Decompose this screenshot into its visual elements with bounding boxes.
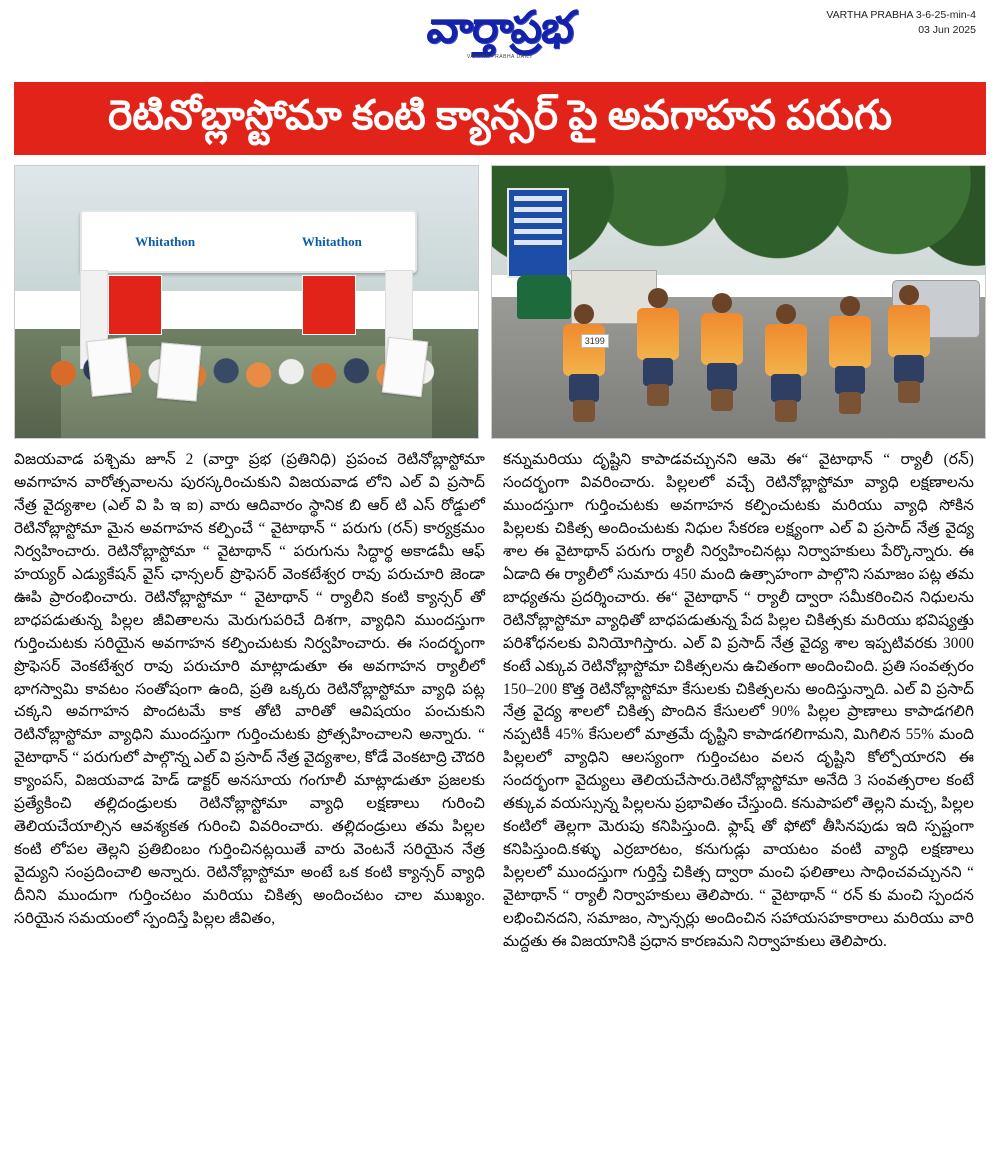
race-bib: 3199 — [581, 334, 609, 348]
masthead — [14, 0, 986, 76]
runner — [827, 296, 873, 414]
start-arch — [80, 210, 417, 274]
whitathon-flag — [86, 337, 132, 397]
masthead-logo: వార్తాప్రభ — [425, 3, 575, 52]
article-text-2: కన్నుమరియు దృష్టిని కాపాడవచ్చునని ఆమె ఈ“ వైటాథాన్ “ ర్యాలీ (రన్) సందర్భంగా వివరించారు. పిల్లలలో వచ్చే రెటినోబ్లాస్టోమా వ్యాధి లక్షణాలను ముందస్తుగా గుర్తించుటకు అవగాహన కల్పించుటకు మరియు వ్యాధి సోకిన పిల్లలకు చికిత్స అందించుటకు నిధుల సేకరణ లక్ష్యంగా ఎల్ వి ప్రసాద్ నేత్ర వైద్య శాల ఈ వైటాథాన్ పరుగు ర్యాలీ నిర్వహించినట్లు నిర్వాహకులు పేర్కొన్నారు. ఈ ఏడాది ఈ ర్యాలీలో సుమారు 450 మంది ఉత్సాహంగా పాల్గొని సమాజం పట్ల తమ బాధ్యతను ప్రదర్శించారు. ఈ“ వైటాథాన్ “ ర్యాలీ ద్వారా సమీకరించిన నిధులను రెటినోబ్లాస్టోమా వ్యాధితో బాధపడుతున్న పేద పిల్లల చికిత్సకు మరియు భవిష్యత్తు పరిశోధనలకు వినియోగిస్తారు. ఎల్ వి ప్రసాద్ నేత్ర వైద్య శాల ఇప్పటివరకు 3000 కంటే ఎక్కువ రెటినోబ్లాస్టోమా చికిత్సలను ఉచితంగా అందించింది. ప్రతి సంవత్సరం 150–200 కొత్త రెటినోబ్లాస్టోమా కేసులకు చికిత్సలను అందిస్తున్నాది. ఎల్ వి ప్రసాద్ నేత్ర వైద్య శాలలో చికిత్స పొందిన కేసులలో 90% పిల్లల ప్రాణాలు కాపాడగలిగి నప్పటికీ 45% కేసులలో మాత్రమే దృష్టిని కాపాడగలిగామని, మిగిలిన 55% మంది పిల్లలలో వ్యాధిని ఆలస్యంగా గుర్తించటం వలన దృష్టిని కోల్పోయారని ఈ సందర్భంగా వైద్యులు తెలియచేసారు.రెటినోబ్లాస్టోమా అనేది 3 సంవత్సరాల కంటే తక్కువ వయస్సున్న పిల్లలను ప్రభావితం చేస్తుంది. కనుపాపలో తెల్లని మచ్చ, పిల్లల కంటిలో తెల్లగా మెరుపు కనిపిస్తుంది. ఫ్లాష్ తో ఫోటో తీసినపుడు ఇది స్పష్టంగా కనిపిస్తుంది.కళ్ళు ఎర్రబారటం, కనుగుడ్లు వాయటం వంటి వ్యాధి లక్షణాలు పిల్లలలో ముందస్తుగా గుర్తిస్తే చికిత్స ద్వారా మంచి ఫలితాలు సాధించవచ్చునని “ వైటాథాన్ “ ర్యాలీ నిర్వాహకులు తెలిపారు. “ వైటాథాన్ “ రన్ కు మంచి స్పందన లభించినదని, సమాజం, స్పాన్సర్లు అందించిన సహాయసహకారాలు మరియు వారి మద్దతు ఈ విజయానికి ప్రధాన కారణమని నిర్వాహకులు తెలిపారు. — [503, 451, 974, 950]
runner — [886, 285, 932, 403]
runner — [635, 288, 681, 406]
article-text-1: విజయవాడ పశ్చిమ జూన్ 2 (వార్తా ప్రభ (ప్రతినిధి) ప్రపంచ రెటినోబ్లాస్టోమా అవగాహన వారోత్సవాలను పురస్కరించుకుని విజయవాడ లోని ఎల్ వి ప్రసాద్ నేత్ర వైద్యశాల (ఎల్ వి పి ఇ ఐ) వారు ఆదివారం స్థానిక బి ఆర్ టి ఎస్ రోడ్డులో రెటినోబ్లాస్టోమా మైన అవగాహన కల్పించే “ వైటాథాన్ “ పరుగు (రన్) కార్యక్రమం నిర్వహించారు. రెటినోబ్లాస్టోమా “ వైటాథాన్ “ పరుగును సిద్ధార్థ అకాడమీ ఆఫ్ హయ్యర్ ఎడ్యుకేషన్ వైస్ ఛాన్సలర్ ప్రొఫెసర్ వెంకటేశ్వర రావు పరుచూరి జెండా ఊపి ప్రారంభించారు. రెటినోబ్లాస్టోమా “ వైటాథాన్ “ ర్యాలీని కంటి క్యాన్సర్ తో బాధపడుతున్న పిల్లల జీవితాలను మెరుగుపరిచే దిశగా, వ్యాధిని ముందస్తుగా గుర్తించుటకు సరియైన అవగాహన కల్పించుటకు నిర్వహించారు. ఈ సందర్భంగా ప్రొఫెసర్ వెంకటేశ్వర రావు పరుచూరి మాట్లాడుతూ ఈ అవగాహన ర్యాలీలో భాగస్వామి కావటం సంతోషంగా ఉంది, ప్రతి ఒక్కరు రెటినోబ్లాస్టోమా వ్యాధి పట్ల చక్కని అవగాహన పొందటమే కాక తోటి వారితో ఆవిషయం పంచుకుని రెటినోబ్లాస్టోమా వ్యాధిని ముందస్తుగా గుర్తించుటకు ప్రోత్సహించాలని అన్నారు. “ వైటాథాన్ “ పరుగులో పాల్గొన్న ఎల్ వి ప్రసాద్ నేత్ర వైద్యశాల, కోడే వెంకటాద్రి చౌదరి క్యాంపస్, విజయవాడ హెడ్ డాక్టర్ అనసూయ గంగూలీ మాట్లాడుతూ ప్రజలకు ప్రత్యేకించి తల్లిదండ్రులకు రెటినోబ్లాస్టోమా వ్యాధి లక్షణాలు గురించి తెలియచేయాల్సిన ఆవశ్యకత గురించి వివరించారు. తల్లిదండ్రులు తమ పిల్లల కంటి లోపల తెల్లని ప్రతిబింబం గుర్తించినట్లయితే వారు వెంటనే సరియైన నేత్ర వైద్యుని సంప్రదించాలి అన్నారు. రెటినోబ్లాస్టోమా అంటే ఒక కంటి క్యాన్సర్ వ్యాధి దీనిని ముందుగా గుర్తించటం మరియు చికిత్స అందించటం చాల ముఖ్యం. సరియైన సమయంలో స్పందిస్తే పిల్లల జీవితం, — [14, 451, 485, 927]
article-column-1 — [14, 449, 485, 954]
arch-label-right: Whitathon — [301, 233, 362, 249]
page-title: రెటినోబ్లాస్టోమా కంటి క్యాన్సర్ పై అవగాహన పరుగు — [107, 92, 893, 138]
whitathon-flag — [156, 342, 201, 401]
photo-row — [14, 165, 986, 439]
masthead-sublogo: VARTHA PRABHA DAILY — [466, 54, 534, 60]
edition-line: VARTHA PRABHA 3-6-25-min-4 — [826, 9, 976, 21]
runner — [763, 304, 809, 422]
whitathon-start-arch-photo — [14, 165, 479, 439]
article-column-2 — [503, 449, 974, 954]
runner — [561, 304, 607, 422]
whitathon-flag — [382, 336, 429, 396]
article-body — [14, 449, 986, 954]
headline-banner — [14, 82, 986, 155]
publication-date: 03 Jun 2025 — [918, 24, 976, 37]
arch-label-left: Whitathon — [135, 233, 196, 249]
roadside-signboard — [507, 188, 569, 278]
runner — [699, 293, 745, 411]
whitathon-runners-photo — [491, 165, 986, 439]
masthead-meta — [826, 8, 976, 38]
